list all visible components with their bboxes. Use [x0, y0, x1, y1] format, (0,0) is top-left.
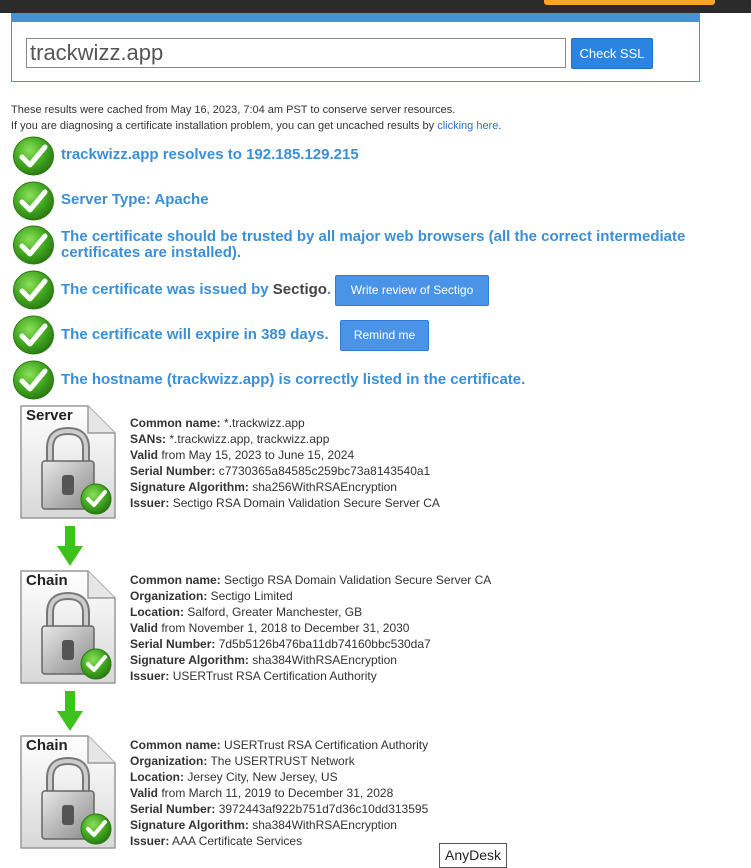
cert-field-value: 3972443af922b751d7d36c10dd313595 [215, 802, 429, 816]
write-review-button[interactable]: Write review of Sectigo [335, 275, 489, 306]
cert-field-value: Sectigo RSA Domain Validation Secure Server CA [169, 496, 440, 510]
cert-field-label: Common name: [130, 738, 221, 752]
arrow-down-icon [57, 526, 83, 566]
cert-field-value: c7730365a84585c259bc73a8143540a1 [215, 464, 431, 478]
check-circle-icon [12, 360, 55, 400]
cert-field-label: Issuer: [130, 834, 170, 848]
check-circle-icon [12, 136, 55, 176]
cert-field-label: Valid [130, 786, 159, 800]
trusted-result [61, 229, 685, 261]
cert-field-value: from November 1, 2018 to December 31, 2030 [158, 621, 410, 635]
server-type-result: Server Type: Apache [61, 191, 209, 208]
hostname-result: The hostname (trackwizz.app) is correctly listed in the certificate. [61, 371, 526, 388]
cert-field-value: Jersey City, New Jersey, US [184, 770, 338, 784]
trusted-result-line1: The certificate should be trusted by all major web browsers (all the correct intermediate [61, 228, 686, 245]
cert-field [130, 479, 440, 495]
cert-field [130, 801, 428, 817]
cert-field-value: Sectigo RSA Domain Validation Secure Server CA [220, 573, 492, 587]
cert-field [130, 415, 440, 431]
cert-field [130, 463, 440, 479]
top-nav-orange-button[interactable] [544, 0, 715, 5]
server-certificate-icon [18, 403, 118, 521]
cert-field-label: Issuer: [130, 669, 170, 683]
top-nav-bar [0, 0, 751, 13]
root-cert-details [130, 737, 428, 849]
cert-field-value: *.trackwizz.app, trackwizz.app [166, 432, 330, 446]
cache-notice-prefix: If you are diagnosing a certificate installation problem, you can get uncached results by [11, 120, 438, 132]
cert-field [130, 636, 491, 652]
hostname-input[interactable]: trackwizz.app [26, 38, 566, 68]
cert-field-value: from March 11, 2019 to December 31, 2028 [158, 786, 394, 800]
cert-field [130, 668, 491, 684]
server-cert-details [130, 415, 440, 511]
cert-field-label: Organization: [130, 589, 208, 603]
cert-field-value: sha384WithRSAEncryption [248, 653, 397, 667]
cert-field [130, 620, 491, 636]
cache-notice-suffix: . [498, 120, 502, 132]
cert-field-value: The USERTRUST Network [207, 754, 355, 768]
cert-field [130, 652, 491, 668]
cert-field-label: Signature Algorithm: [130, 818, 249, 832]
expire-result: The certificate will expire in 389 days. [61, 326, 329, 343]
ssl-check-form [11, 13, 700, 82]
cert-field-value: AAA Certificate Services [169, 834, 303, 848]
cert-field-label: Issuer: [130, 496, 170, 510]
anydesk-tooltip: AnyDesk [439, 843, 507, 868]
cert-field [130, 431, 440, 447]
cert-field-label: Organization: [130, 754, 208, 768]
cert-field-label: Location: [130, 605, 184, 619]
cert-field [130, 495, 440, 511]
issuer-name: Sectigo [272, 281, 327, 298]
cert-field-label: Valid [130, 621, 159, 635]
cert-field-label: Serial Number: [130, 637, 216, 651]
cert-field-label: Valid [130, 448, 159, 462]
cert-badge: Chain [26, 572, 68, 589]
cert-field-label: Common name: [130, 573, 221, 587]
chain-cert-details [130, 572, 491, 684]
cert-field [130, 588, 491, 604]
cert-field-value: from May 15, 2023 to June 15, 2024 [158, 448, 355, 462]
check-circle-icon [12, 270, 55, 310]
cert-field-value: *.trackwizz.app [220, 416, 305, 430]
cert-field [130, 572, 491, 588]
cert-badge: Chain [26, 737, 68, 754]
issued-by-result [61, 282, 331, 298]
cert-field [130, 817, 428, 833]
issued-prefix: The certificate was issued by [61, 281, 273, 298]
cert-field [130, 737, 428, 753]
resolves-result: trackwizz.app resolves to 192.185.129.215 [61, 146, 359, 163]
check-circle-icon [12, 315, 55, 355]
cert-field-label: Serial Number: [130, 802, 216, 816]
form-header-strip [12, 13, 699, 22]
trusted-result-line2: certificates are installed). [61, 244, 242, 261]
chain-certificate-icon [18, 568, 118, 686]
remind-me-button[interactable]: Remind me [340, 320, 429, 351]
cert-field-value: sha256WithRSAEncryption [248, 480, 397, 494]
cache-notice-line1: These results were cached from May 16, 2023, 7:04 am PST to conserve server resources. [11, 104, 456, 116]
cert-field-value: 7d5b5126b476ba11db74160bbc530da7 [215, 637, 431, 651]
cert-field-label: Signature Algorithm: [130, 480, 249, 494]
cert-field-value: Salford, Greater Manchester, GB [184, 605, 363, 619]
cert-field [130, 785, 428, 801]
uncached-results-link[interactable]: clicking here [437, 120, 499, 132]
check-circle-icon [12, 225, 55, 265]
cert-field-label: SANs: [130, 432, 167, 446]
check-circle-icon [12, 181, 55, 221]
cert-field-label: Location: [130, 770, 184, 784]
root-certificate-icon [18, 733, 118, 851]
arrow-down-icon [57, 691, 83, 731]
cert-field-value: sha384WithRSAEncryption [248, 818, 397, 832]
cert-field [130, 753, 428, 769]
cert-field [130, 604, 491, 620]
cert-field [130, 447, 440, 463]
cert-field-value: Sectigo Limited [207, 589, 293, 603]
cache-notice [11, 102, 501, 134]
cert-field-value: USERTrust RSA Certification Authority [169, 669, 377, 683]
cert-field-label: Serial Number: [130, 464, 216, 478]
cert-field-label: Signature Algorithm: [130, 653, 249, 667]
cache-notice-line2 [11, 118, 501, 134]
cert-field [130, 769, 428, 785]
cert-badge: Server [26, 407, 73, 424]
cert-field-value: USERTrust RSA Certification Authority [220, 738, 429, 752]
check-ssl-button[interactable]: Check SSL [571, 38, 653, 69]
cert-field-label: Common name: [130, 416, 221, 430]
issued-suffix: . [326, 281, 332, 298]
cert-field [130, 833, 428, 849]
